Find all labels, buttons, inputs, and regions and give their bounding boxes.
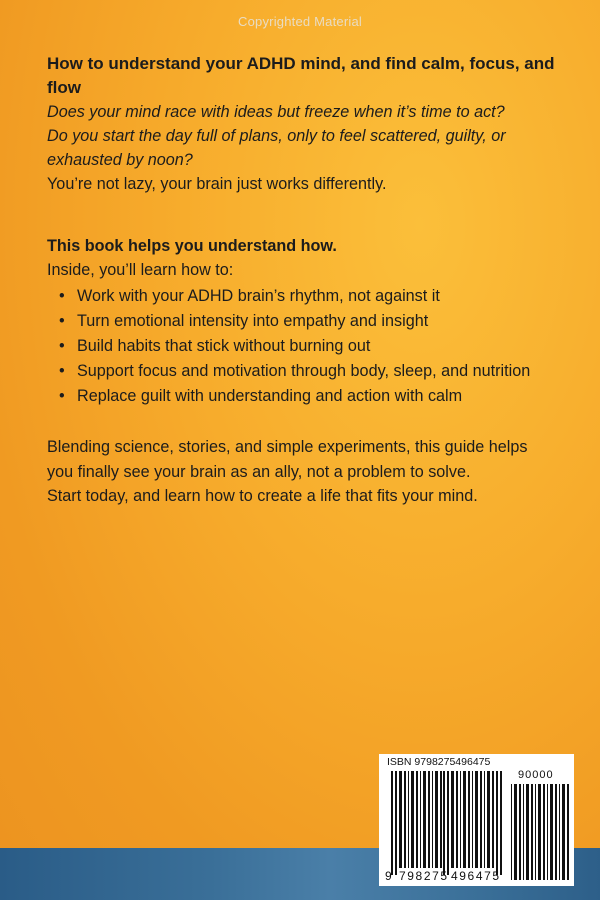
bullet-icon: • xyxy=(59,337,65,355)
list-item xyxy=(47,384,567,409)
closing-paragraph xyxy=(47,435,567,509)
barcode-bars-icon xyxy=(379,754,574,886)
question-line-1: Does your mind race with ideas but freeze when it’s time to act? xyxy=(47,103,505,121)
list-item-text: Support focus and motivation through body, sleep, and nutrition xyxy=(77,362,531,380)
list-item-text: Replace guilt with understanding and action with calm xyxy=(77,387,463,405)
back-cover-text xyxy=(47,52,567,509)
list-item xyxy=(47,334,567,359)
isbn-barcode xyxy=(379,754,574,886)
isbn-label: ISBN 9798275496475 xyxy=(387,756,491,768)
list-item xyxy=(47,309,567,334)
digits-left: 798275 xyxy=(399,869,449,883)
price-code: 90000 xyxy=(518,769,554,781)
digit-first: 9 xyxy=(385,869,394,883)
subheading: This book helps you understand how. xyxy=(47,237,337,255)
closing-line-3: Start today, and learn how to create a life that fits your mind. xyxy=(47,487,478,505)
closing-line-1: Blending science, stories, and simple experiments, this guide helps xyxy=(47,438,528,456)
blurb-heading: How to understand your ADHD mind, and find calm, focus, and flow xyxy=(47,54,555,97)
list-item-text: Work with your ADHD brain’s rhythm, not against it xyxy=(77,287,440,305)
bullet-icon: • xyxy=(59,362,65,380)
bullet-icon: • xyxy=(59,312,65,330)
list-item xyxy=(47,284,567,309)
intro-text: Inside, you’ll learn how to: xyxy=(47,261,234,279)
reassurance-text: You’re not lazy, your brain just works differently. xyxy=(47,175,387,193)
closing-line-2: you finally see your brain as an ally, not a problem to solve. xyxy=(47,462,471,481)
copyright-watermark: Copyrighted Material xyxy=(238,14,362,29)
bullet-icon: • xyxy=(59,387,65,405)
list-item xyxy=(47,359,567,384)
question-line-3: exhausted by noon? xyxy=(47,151,193,169)
question-line-2: Do you start the day full of plans, only to feel scattered, guilty, or xyxy=(47,127,506,145)
list-item-text: Turn emotional intensity into empathy and insight xyxy=(77,312,429,330)
benefit-list xyxy=(47,284,567,409)
list-item-text: Build habits that stick without burning out xyxy=(77,337,371,355)
digits-right: 496475 xyxy=(451,869,501,883)
bullet-icon: • xyxy=(59,287,65,305)
